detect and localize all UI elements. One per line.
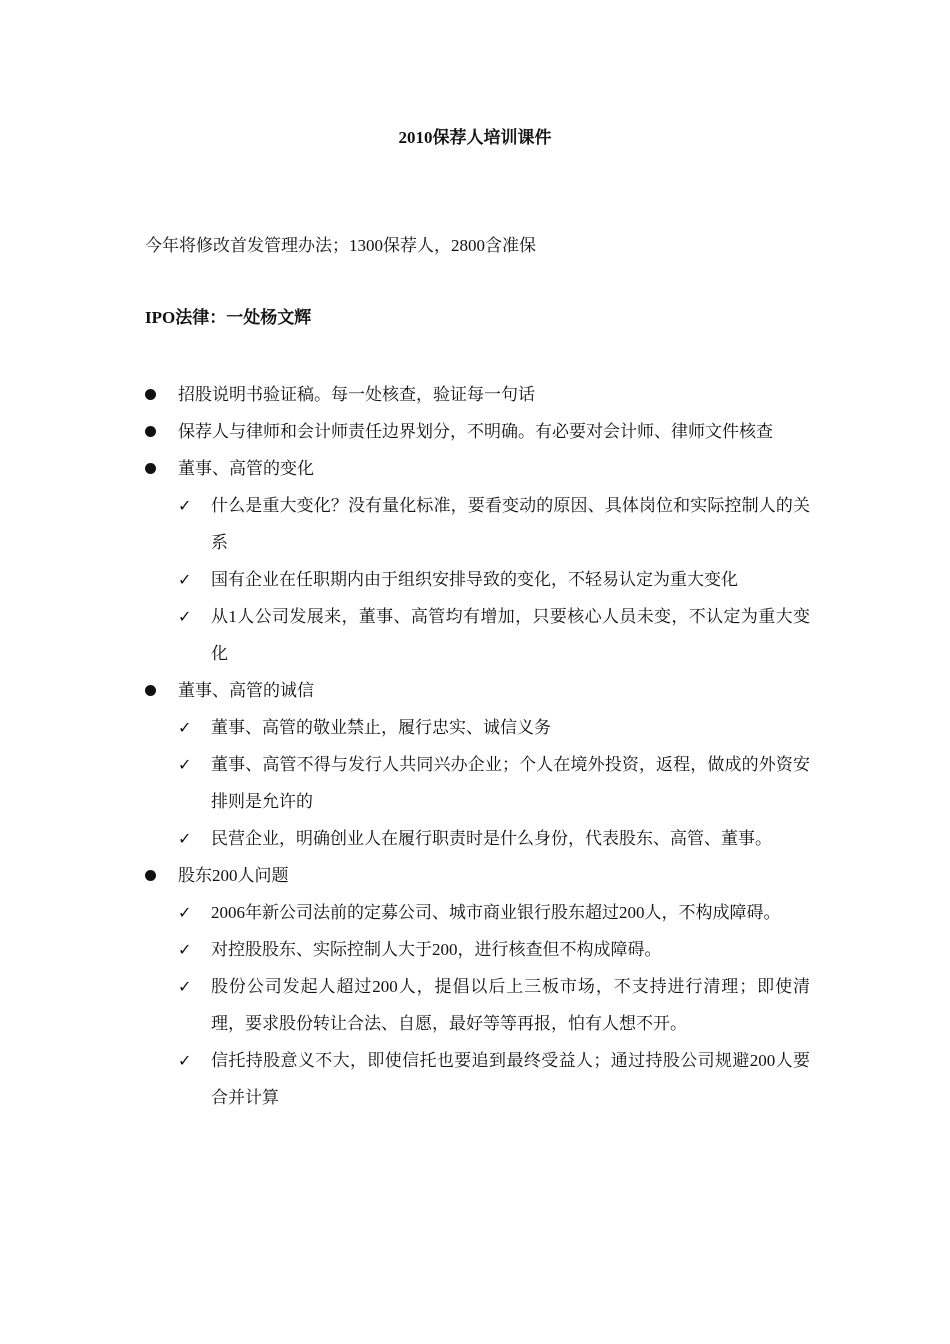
list-item-text: 董事、高管的变化 (178, 459, 314, 478)
checkmark-icon: ✓ (178, 496, 192, 515)
checkmark-icon: ✓ (178, 755, 192, 774)
list-item (145, 450, 810, 672)
checkmark-icon: ✓ (178, 718, 192, 737)
sub-list (178, 894, 810, 1116)
list-item (145, 413, 810, 450)
sub-list-item (178, 894, 810, 931)
list-item (145, 376, 810, 413)
sub-list-item (178, 561, 810, 598)
list-item-text: 招股说明书验证稿。每一处核查，验证每一句话 (178, 385, 535, 404)
sub-list-item (178, 746, 810, 820)
sub-list-item (178, 487, 810, 561)
list-item (145, 857, 810, 1116)
sub-item-text: 2006年新公司法前的定募公司、城市商业银行股东超过200人，不构成障碍。 (211, 903, 781, 922)
sub-list-item (178, 820, 810, 857)
sub-item-text: 股份公司发起人超过200人，提倡以后上三板市场，不支持进行清理；即使清理，要求股份转让合法、自愿，最好等等再报，怕有人想不开。 (211, 977, 810, 1033)
intro-paragraph: 今年将修改首发管理办法；1300保荐人，2800含准保 (145, 236, 536, 255)
checkmark-icon: ✓ (178, 1051, 192, 1070)
sub-item-text: 从1人公司发展来，董事、高管均有增加，只要核心人员未变，不认定为重大变化 (211, 607, 810, 663)
list-item-text: 董事、高管的诚信 (178, 681, 314, 700)
bullet-dot-icon (145, 389, 156, 400)
checkmark-icon: ✓ (178, 940, 192, 959)
bullet-list (145, 376, 810, 1116)
sub-item-text: 什么是重大变化？没有量化标准，要看变动的原因、具体岗位和实际控制人的关系 (211, 496, 810, 552)
bullet-dot-icon (145, 463, 156, 474)
checkmark-icon: ✓ (178, 829, 192, 848)
sub-list-item (178, 1042, 810, 1116)
list-item-text: 股东200人问题 (178, 866, 289, 885)
sub-item-text: 董事、高管的敬业禁止，履行忠实、诚信义务 (211, 718, 551, 737)
sub-list (178, 487, 810, 672)
list-item-text: 保荐人与律师和会计师责任边界划分，不明确。有必要对会计师、律师文件核查 (178, 422, 773, 441)
sub-list-item (178, 709, 810, 746)
sub-item-text: 国有企业在任职期内由于组织安排导致的变化，不轻易认定为重大变化 (211, 570, 738, 589)
sub-list-item (178, 598, 810, 672)
sub-list (178, 709, 810, 857)
checkmark-icon: ✓ (178, 903, 192, 922)
bullet-dot-icon (145, 685, 156, 696)
sub-list-item (178, 968, 810, 1042)
sub-item-text: 董事、高管不得与发行人共同兴办企业；个人在境外投资，返程，做成的外资安排则是允许的 (211, 755, 810, 811)
sub-list-item (178, 931, 810, 968)
sub-item-text: 民营企业，明确创业人在履行职责时是什么身份，代表股东、高管、董事。 (211, 829, 772, 848)
bullet-dot-icon (145, 426, 156, 437)
section-heading: IPO法律：一处杨文辉 (145, 308, 312, 327)
sub-item-text: 信托持股意义不大，即使信托也要追到最终受益人；通过持股公司规避200人要合并计算 (211, 1051, 810, 1107)
checkmark-icon: ✓ (178, 607, 192, 626)
document-title: 2010保荐人培训课件 (398, 128, 552, 147)
sub-item-text: 对控股股东、实际控制人大于200，进行核查但不构成障碍。 (211, 940, 662, 959)
checkmark-icon: ✓ (178, 570, 192, 589)
list-item (145, 672, 810, 857)
bullet-dot-icon (145, 870, 156, 881)
checkmark-icon: ✓ (178, 977, 192, 996)
